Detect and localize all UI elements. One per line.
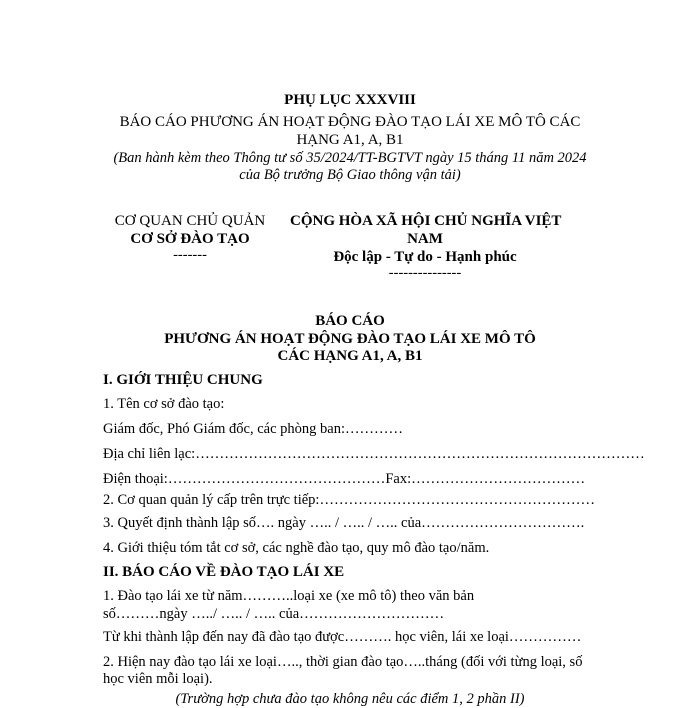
current-training-line1: 2. Hiện nay đào tạo lái xe loại….., thời gian đào tạo…..tháng (đối với từng loại, số [103,654,583,670]
report-title: BÁO CÁO [315,313,385,329]
training-facility-label: CƠ SỞ ĐÀO TẠO [130,231,250,247]
training-history-line1: 1. Đào tạo lái xe từ năm………..loại xe (xe mô tô) theo văn bản [103,588,475,604]
appendix-issued-line1: (Ban hành kèm theo Thông tư số 35/2024/TT-BGTVT ngày 15 tháng 11 năm 2024 [113,150,587,166]
current-training-line2: học viên mỗi loại). [103,671,213,687]
section1-heading: I. GIỚI THIỆU CHUNG [103,372,263,388]
address-line: Địa chỉ liên lạc:………………………………………………………………………………… [103,446,645,462]
appendix-issued-line2: của Bộ trưởng Bộ Giao thông vận tải) [239,167,461,183]
appendix-subtitle-line1: BÁO CÁO PHƯƠNG ÁN HOẠT ĐỘNG ĐÀO TẠO LÁI XE MÔ TÔ CÁC [119,114,581,130]
facility-summary-line: 4. Giới thiệu tóm tắt cơ sở, các nghề đào tạo, quy mô đào tạo/năm. [103,540,490,556]
training-total-line: Từ khi thành lập đến nay đã đào tạo được………. học viên, lái xe loại…………… [103,629,582,645]
nation-title-line2: NAM [407,231,443,247]
appendix-subtitle-line2: HẠNG A1, A, B1 [296,132,404,148]
facility-name-line: 1. Tên cơ sở đào tạo: [103,396,225,412]
nation-motto: Độc lập - Tự do - Hạnh phúc [333,249,517,265]
training-history-line2: số………ngày …../ ….. / ….. của………………………… [103,606,445,622]
phone-fax-line: Điện thoại:………………………………………Fax:……………………………… [103,471,586,487]
section2-note: (Trường hợp chưa đào tạo không nêu các điểm 1, 2 phần II) [175,691,525,707]
right-header-rule: --------------- [388,265,462,281]
section2-heading: II. BÁO CÁO VỀ ĐÀO TẠO LÁI XE [103,564,345,580]
report-title-line2: CÁC HẠNG A1, A, B1 [277,348,423,364]
report-title-line1: PHƯƠNG ÁN HOẠT ĐỘNG ĐÀO TẠO LÁI XE MÔ TÔ [164,331,536,347]
left-header-rule: ------- [173,247,207,263]
superior-agency-line: 2. Cơ quan quản lý cấp trên trực tiếp:………………………………………………… [103,492,595,508]
appendix-title: PHỤ LỤC XXXVIII [284,92,416,108]
nation-title-line1: CỘNG HÒA XÃ HỘI CHỦ NGHĨA VIỆT [290,213,562,229]
directors-line: Giám đốc, Phó Giám đốc, các phòng ban:………… [103,421,404,437]
founding-decision-line: 3. Quyết định thành lập số…. ngày ….. / ….. / ….. của……………………………. [103,515,585,531]
governing-agency-label: CƠ QUAN CHỦ QUẢN [114,213,266,229]
